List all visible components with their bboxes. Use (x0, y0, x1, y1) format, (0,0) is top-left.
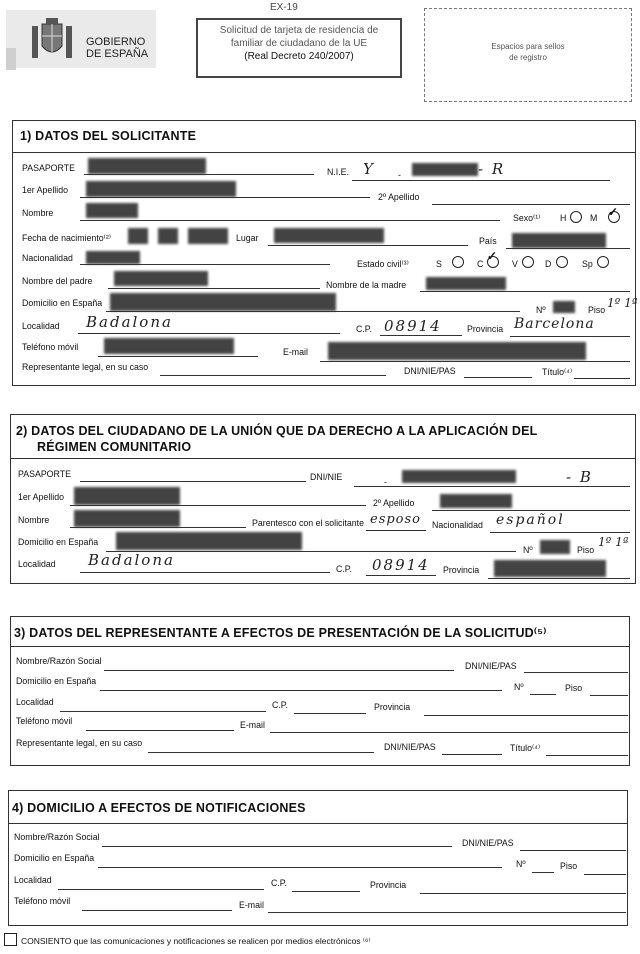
s3-legal-rep-label: Representante legal, en su caso (16, 738, 143, 748)
redacted-birthplace (274, 228, 384, 243)
redacted-nationality (86, 251, 140, 264)
s4-doc-label: DNI/NIE/PAS (462, 838, 514, 848)
s1-number-label: Nº (536, 305, 546, 315)
form-title-box (196, 18, 402, 78)
s4-number-label: Nº (516, 859, 526, 869)
s4-zip-label: C.P. (271, 878, 287, 888)
s1-father-line[interactable] (108, 288, 320, 289)
s4-email-label: E-mail (239, 900, 264, 910)
s2-dni-suffix: - B (566, 468, 593, 486)
s3-number-line[interactable] (530, 694, 556, 695)
org-line-2: DE ESPAÑA (86, 48, 149, 60)
section-2-title-line-1: 2) DATOS DEL CIUDADANO DE LA UNIÓN QUE DA DERECHO A LA APLICACIÓN DEL (16, 424, 538, 438)
redacted-birth-month (158, 228, 178, 244)
coat-of-arms-icon (30, 16, 74, 64)
s1-sex-m-label: M (590, 213, 598, 223)
s1-civil-s-radio[interactable] (452, 256, 464, 268)
s1-sex-label: Sexo⁽¹⁾ (513, 213, 541, 223)
s4-name-label: Nombre/Razón Social (14, 832, 100, 842)
section-1-title-rule (12, 152, 636, 153)
s3-title-label: Título⁽⁴⁾ (510, 743, 541, 753)
s2-relationship-line[interactable] (366, 530, 426, 531)
s1-locality-value: Badalona (86, 313, 173, 331)
s1-birthplace-label: Lugar (236, 233, 259, 243)
s1-zip-label: C.P. (356, 324, 372, 334)
s1-zip-value: 08914 (384, 317, 442, 335)
s3-legal-rep-line[interactable] (148, 752, 374, 753)
s2-passport-line[interactable] (80, 481, 306, 482)
s1-nie-line[interactable] (352, 180, 610, 181)
s2-locality-label: Localidad (18, 559, 56, 569)
s4-floor-line[interactable] (584, 874, 626, 875)
s3-phone-line[interactable] (86, 730, 234, 731)
s1-nie-suffix: - R (478, 160, 506, 178)
s3-doc2-line[interactable] (442, 754, 502, 755)
s3-zip-line[interactable] (294, 713, 366, 714)
s2-relationship-value: esposo (370, 512, 422, 527)
redacted-father (114, 271, 208, 286)
s1-phone-line[interactable] (98, 356, 258, 357)
s4-phone-label: Teléfono móvil (14, 896, 71, 906)
registry-stamp-box (424, 8, 632, 102)
stamp-line-1: Espacios para sellos (491, 42, 565, 51)
s1-title-label: Título⁽⁴⁾ (542, 367, 573, 377)
s2-surname1-line[interactable] (70, 505, 366, 506)
title-line-1: Solicitud de tarjeta de residencia de (219, 25, 379, 36)
s1-nationality-line[interactable] (80, 264, 330, 265)
s1-surname1-label: 1er Apellido (22, 185, 68, 195)
s3-name-line[interactable] (104, 670, 454, 671)
s1-sex-m-check-icon: ✓ (608, 205, 619, 219)
s1-name-label: Nombre (22, 208, 54, 218)
section-4-title: 4) DOMICILIO A EFECTOS DE NOTIFICACIONES (12, 801, 306, 815)
section-4-title-rule (8, 823, 628, 824)
redacted-s2-name (74, 510, 180, 527)
redacted-country (512, 233, 606, 248)
s1-civil-v-label: V (512, 259, 518, 269)
s2-number-label: Nº (523, 545, 533, 555)
s1-doc-line[interactable] (464, 377, 532, 378)
s1-floor-label: Piso (588, 305, 606, 315)
s2-province-line[interactable] (488, 578, 630, 579)
s2-dni-dash: - (384, 477, 387, 487)
redacted-name (86, 203, 138, 218)
redacted-passport (88, 158, 206, 174)
s3-doc-line[interactable] (524, 672, 628, 673)
s1-legal-rep-line[interactable] (160, 375, 386, 376)
s2-floor-value: 1º 1ª (598, 535, 629, 549)
s3-floor-label: Piso (565, 683, 583, 693)
s1-sex-h-label: H (560, 213, 567, 223)
s3-province-line[interactable] (424, 715, 628, 716)
consent-checkbox[interactable] (4, 933, 17, 946)
s2-locality-line[interactable] (80, 572, 330, 573)
s3-locality-line[interactable] (60, 711, 266, 712)
s1-nie-prefix: Y (363, 160, 375, 178)
redacted-number (553, 301, 575, 313)
s3-email-label: E-mail (240, 720, 265, 730)
s2-dni-line[interactable] (354, 486, 630, 487)
s1-surname1-line[interactable] (80, 197, 370, 198)
s1-civil-s-label: S (436, 259, 442, 269)
redacted-s2-number (540, 540, 570, 554)
s3-floor-line[interactable] (590, 695, 628, 696)
section-3-title: 3) DATOS DEL REPRESENTANTE A EFECTOS DE PRESENTACIÓN DE LA SOLICITUD⁽⁵⁾ (14, 626, 547, 640)
s4-doc-line[interactable] (520, 850, 626, 851)
s2-name-label: Nombre (18, 515, 50, 525)
redacted-email (328, 342, 586, 360)
redacted-s2-surname2 (440, 494, 512, 508)
s1-civil-status-label: Estado civil⁽³⁾ (357, 259, 409, 269)
s1-civil-v-radio[interactable] (522, 256, 534, 268)
s4-province-line[interactable] (420, 893, 626, 894)
redacted-s2-province (494, 560, 606, 577)
s3-doc2-label: DNI/NIE/PAS (384, 742, 436, 752)
s3-title-line[interactable] (546, 755, 628, 756)
s2-zip-label: C.P. (336, 564, 352, 574)
s1-doc-label: DNI/NIE/PAS (404, 366, 456, 376)
org-line-1: GOBIERNO (86, 36, 146, 48)
s3-email-line[interactable] (270, 732, 628, 733)
redacted-surname1 (86, 181, 236, 197)
redacted-birth-year (188, 228, 228, 244)
s1-mother-line[interactable] (420, 291, 630, 292)
s4-locality-line[interactable] (58, 889, 264, 890)
redacted-phone (104, 338, 234, 354)
s1-passport-line[interactable] (84, 174, 314, 175)
s1-surname2-label: 2º Apellido (378, 192, 420, 202)
consent-text: que las comunicaciones y notificaciones se realicen por medios electrónicos ⁽⁶⁾ (71, 936, 371, 946)
form-code: EX-19 (270, 2, 298, 13)
s4-floor-label: Piso (560, 861, 578, 871)
s4-email-line[interactable] (268, 912, 626, 913)
s4-address-line[interactable] (98, 867, 502, 868)
s1-country-label: País (479, 236, 497, 246)
consent-strong: CONSIENTO (21, 936, 72, 946)
s3-doc-label: DNI/NIE/PAS (465, 661, 517, 671)
s1-zip-line[interactable] (380, 335, 462, 336)
redacted-dni (402, 470, 516, 483)
s2-nationality-line[interactable] (490, 532, 630, 533)
s2-zip-value: 08914 (372, 556, 430, 574)
s3-locality-label: Localidad (16, 697, 54, 707)
s1-civil-sp-label: Sp (582, 259, 593, 269)
s1-address-line[interactable] (106, 311, 520, 312)
title-line-2: familiar de ciudadano de la UE (230, 38, 368, 49)
s1-title-line[interactable] (574, 378, 630, 379)
s2-surname2-line[interactable] (432, 510, 630, 511)
s3-zip-label: C.P. (272, 700, 288, 710)
s2-name-line[interactable] (70, 527, 246, 528)
s2-surname1-label: 1er Apellido (18, 492, 64, 502)
redacted-s2-address (116, 532, 302, 550)
section-2-title-rule (10, 458, 636, 459)
s2-passport-label: PASAPORTE (18, 469, 71, 479)
s1-nationality-label: Nacionalidad (22, 253, 73, 263)
s1-civil-c-label: C (477, 259, 484, 269)
s1-surname2-line[interactable] (432, 204, 630, 205)
s3-address-label: Domicilio en España (16, 676, 97, 686)
s1-nie-dash-1: - (398, 170, 401, 180)
s1-email-line[interactable] (320, 361, 630, 362)
s4-zip-line[interactable] (292, 891, 360, 892)
s1-email-label: E-mail (283, 347, 308, 357)
section-2-title-line-2: RÉGIMEN COMUNITARIO (37, 440, 192, 454)
s1-passport-label: PASAPORTE (22, 163, 75, 173)
s2-dni-label: DNI/NIE (310, 472, 343, 482)
s4-address-label: Domicilio en España (14, 853, 95, 863)
s2-nationality-value: español (496, 512, 565, 528)
s2-zip-line[interactable] (366, 575, 436, 576)
s2-locality-value: Badalona (88, 551, 175, 569)
s1-locality-line[interactable] (78, 333, 340, 334)
government-logo-text (86, 36, 148, 60)
logo-bar (6, 48, 16, 70)
s1-civil-d-radio[interactable] (556, 256, 568, 268)
s1-locality-label: Localidad (22, 321, 60, 331)
s1-phone-label: Teléfono móvil (22, 342, 79, 352)
s3-name-label: Nombre/Razón Social (16, 656, 102, 666)
s1-birthplace-line[interactable] (268, 245, 468, 246)
s1-province-value: Barcelona (514, 316, 595, 332)
s1-nie-label: N.I.E. (327, 167, 349, 177)
s2-floor-label: Piso (577, 545, 595, 555)
s1-province-label: Provincia (467, 324, 504, 334)
s4-locality-label: Localidad (14, 875, 52, 885)
consent-label (21, 936, 371, 947)
s3-number-label: Nº (514, 682, 524, 692)
s1-province-line[interactable] (510, 336, 630, 337)
s1-legal-rep-label: Representante legal, en su caso (22, 362, 149, 372)
s3-address-line[interactable] (100, 690, 502, 691)
s1-civil-c-check-icon: ✓ (487, 249, 498, 263)
s2-relationship-label: Parentesco con el solicitante (252, 518, 364, 528)
s2-nationality-label: Nacionalidad (432, 520, 483, 530)
s4-name-line[interactable] (102, 846, 452, 847)
s4-phone-line[interactable] (82, 910, 232, 911)
s1-sex-h-radio[interactable] (570, 211, 582, 223)
redacted-birth-day (128, 228, 148, 244)
s1-country-line[interactable] (506, 248, 630, 249)
redacted-s2-surname1 (74, 487, 180, 505)
s4-province-label: Provincia (370, 880, 407, 890)
stamp-line-2: de registro (509, 53, 547, 62)
s1-floor-value: 1º 1ª (607, 296, 638, 310)
title-line-3: (Real Decreto 240/2007) (244, 51, 354, 62)
s1-civil-sp-radio[interactable] (597, 256, 609, 268)
section-1-title: 1) DATOS DEL SOLICITANTE (20, 129, 197, 143)
s1-civil-d-label: D (545, 259, 552, 269)
s2-surname2-label: 2º Apellido (373, 498, 415, 508)
s1-mother-label: Nombre de la madre (326, 280, 407, 290)
s1-address-label: Domicilio en España (22, 298, 103, 308)
redacted-nie (412, 163, 478, 176)
redacted-address (110, 293, 336, 311)
s2-province-label: Provincia (443, 565, 480, 575)
section-3-title-rule (10, 646, 630, 647)
s1-father-label: Nombre del padre (22, 276, 93, 286)
s3-phone-label: Teléfono móvil (16, 716, 73, 726)
s1-birthdate-label: Fecha de nacimiento⁽²⁾ (22, 233, 111, 243)
s3-province-label: Provincia (374, 702, 411, 712)
s1-name-line[interactable] (80, 220, 500, 221)
redacted-mother (426, 277, 506, 290)
s2-address-label: Domicilio en España (18, 537, 99, 547)
s4-number-line[interactable] (532, 872, 554, 873)
